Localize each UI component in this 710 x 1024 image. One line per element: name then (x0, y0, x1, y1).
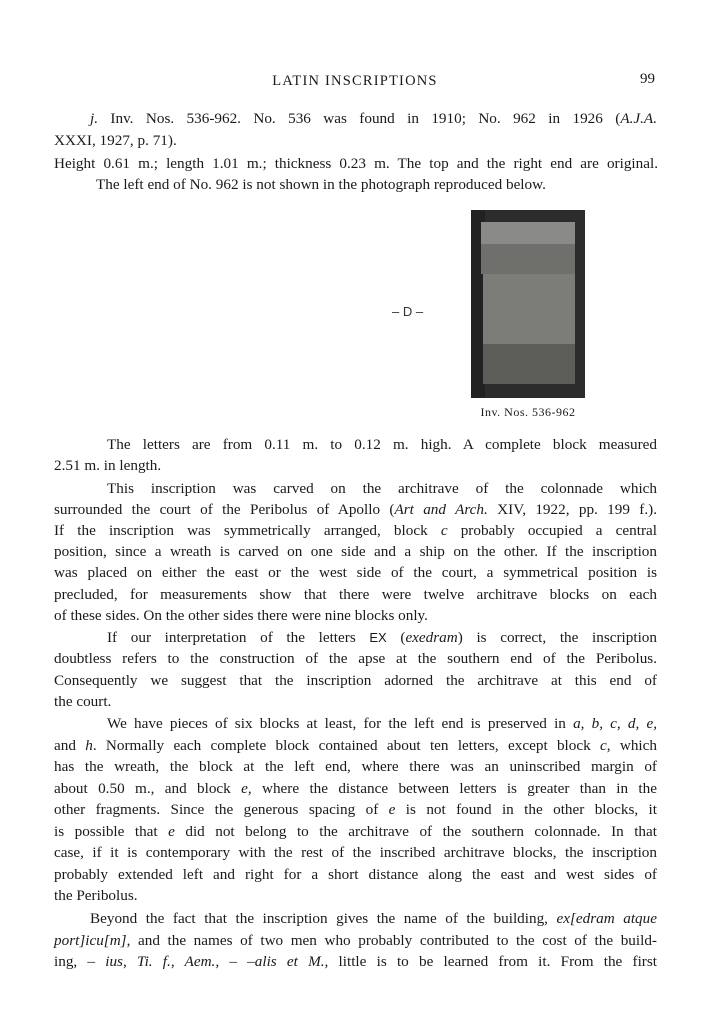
figure-caption: Inv. Nos. 536-962 (480, 405, 576, 419)
inscription-photograph (471, 210, 585, 398)
page-number: 99 (640, 71, 655, 87)
entry-letter: j. (90, 110, 99, 127)
p2-line-2: surrounded the court of the Peribolus of Apollo (Art and Arch. XIV, 1922, pp. 199 f.). (54, 501, 658, 518)
p2-line-4: position, since a wreath is carved on one side and a ship on the other. If the inscription (54, 543, 657, 560)
p4-line-1: We have pieces of six blocks at least, for the left end is preserved in a, b, c, d, e, (107, 715, 657, 732)
p4-line-6: is possible that e did not belong to the architrave of the southern colonnade. In that (54, 823, 657, 840)
p3-line-4: the court. (54, 693, 112, 710)
p5-line-2: port]icu[m], and the names of two men who probably contributed to the cost of the build- (54, 932, 657, 949)
p4-line-5: other fragments. Since the generous spacing of e is not found in the other blocks, it (54, 801, 657, 818)
p1-line-2: 2.51 m. in length. (54, 457, 162, 474)
p3-line-2: doubtless refers to the construction of the apse at the southern end of the Peribolus. (54, 650, 657, 667)
p2-line-3: If the inscription was symmetrically arranged, block c probably occupied a central (54, 522, 658, 539)
p4-line-2: and h. Normally each complete block contained about ten letters, except block c, which (54, 737, 657, 754)
p4-line-4: about 0.50 m., and block e, where the distance between letters is greater than in the (54, 780, 657, 797)
p4-line-9: the Peribolus. (54, 887, 138, 904)
entry-line-1 (90, 108, 657, 130)
p2-line-6: precluded, for measurements show that there were twelve architrave blocks on each (54, 586, 657, 603)
p3-line-1: If our interpretation of the letters EX (exedram) is correct, the inscription (107, 629, 657, 646)
p5-line-1: Beyond the fact that the inscription gives the name of the building, ex[edram atque (90, 910, 657, 927)
figure-marker: – D – (392, 304, 424, 319)
journal-ref: Art and Arch. (394, 501, 488, 518)
p2-line-7: of these sides. On the other sides there were nine blocks only. (54, 607, 428, 624)
p1-line-1: The letters are from 0.11 m. to 0.12 m. high. A complete block measured (107, 436, 657, 453)
entry-line-3: Height 0.61 m.; length 1.01 m.; thickness 0.23 m. The top and the right end are original. (54, 155, 658, 172)
p4-line-7: case, if it is contemporary with the rest of the inscribed architrave blocks, the inscription (54, 844, 657, 861)
journal-ref: A.J.A. (620, 110, 657, 127)
entry-line-2: XXXI, 1927, p. 71). (54, 132, 177, 149)
p4-line-8: probably extended left and right for a short distance along the east and west sides of (54, 866, 657, 883)
p2-line-5: was placed on either the east or the west side of the court, a symmetrical position is (54, 564, 657, 581)
page-header-title: LATIN INSCRIPTIONS (272, 73, 438, 89)
p3-line-3: Consequently we suggest that the inscription adorned the architrave at this end of (54, 672, 657, 689)
p2-line-1: This inscription was carved on the architrave of the colonnade which (107, 480, 657, 497)
entry-line-4: The left end of No. 962 is not shown in the photograph reproduced below. (96, 176, 546, 193)
p4-line-3: has the wreath, the block at the left end, where there was an uninscribed margin of (54, 758, 657, 775)
entry-line-1-text: Inv. Nos. 536-962. No. 536 was found in 1910; No. 962 in 1926 ( (98, 110, 621, 127)
p5-line-3: ing, – ius, Ti. f., Aem., – –alis et M., little is to be learned from it. From the first (54, 953, 657, 970)
